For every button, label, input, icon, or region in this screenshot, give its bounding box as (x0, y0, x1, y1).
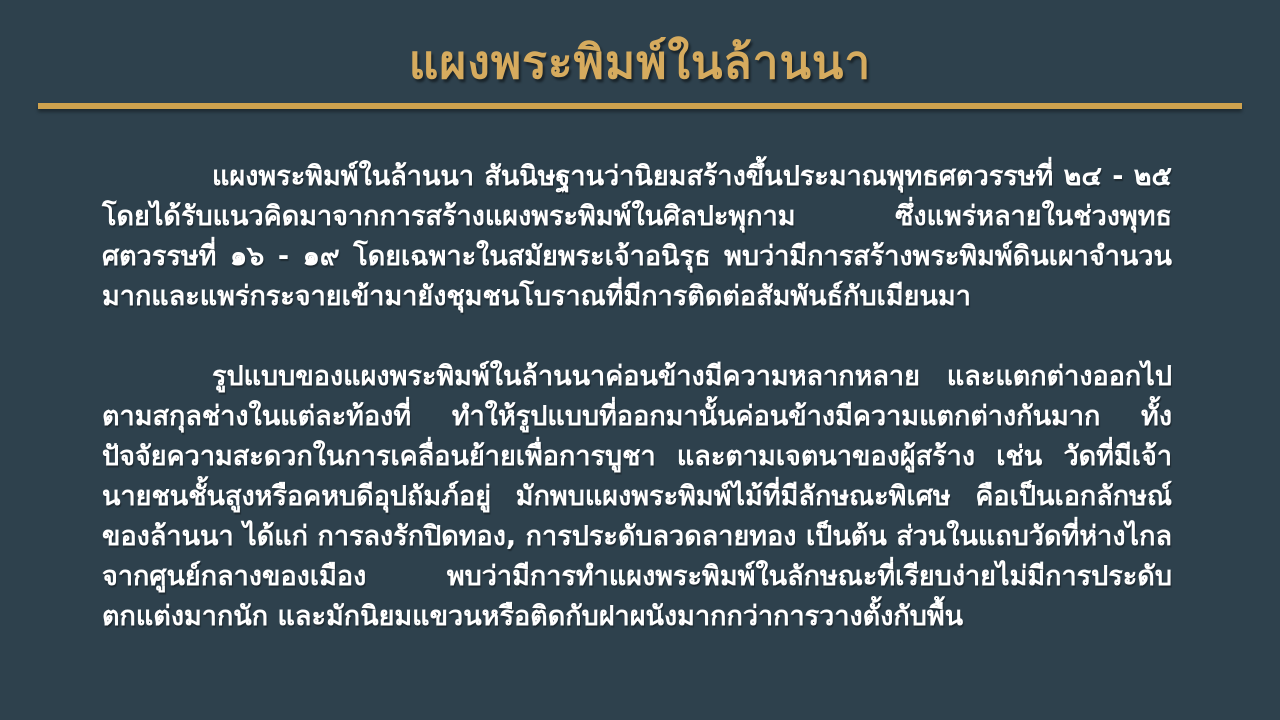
slide-title: แผงพระพิมพ์ในล้านนา (408, 35, 872, 89)
paragraph-1: แผงพระพิมพ์ในล้านนา สันนิษฐานว่านิยมสร้างขึ้นประมาณพุทธศตวรรษที่ ๒๔ - ๒๕ โดยได้รับแนวคิดมาจากการสร้างแผงพระพิมพ์ในศิลปะพุกาม ซึ่งแพร่หลายในช่วงพุทธศตวรรษที่ ๑๖ - ๑๙ โดยเฉพาะในสมัยพระเจ้าอนิรุธ พบว่ามีการสร้างพระพิมพ์ดินเผาจำนวนมากและแพร่กระจายเข้ามายังชุมชนโบราณที่มีการติดต่อสัมพันธ์กับเมียนมา (102, 161, 1172, 312)
slide-body (0, 109, 1280, 637)
paragraph-2: รูปแบบของแผงพระพิมพ์ในล้านนาค่อนข้างมีความหลากหลาย และแตกต่างออกไปตามสกุลช่างในแต่ละท้องที่ ทำให้รูปแบบที่ออกมานั้นค่อนข้างมีความแตกต่างกันมาก ทั้งปัจจัยความสะดวกในการเคลื่อนย้ายเพื่อการบูชา และตามเจตนาของผู้สร้าง เช่น วัดที่มีเจ้านายชนชั้นสูงหรือคหบดีอุปถัมภ์อยู่ มักพบแผงพระพิมพ์ไม้ที่มีลักษณะพิเศษ คือเป็นเอกลักษณ์ของล้านนา ได้แก่ การลงรักปิดทอง, การประดับลวดลายทอง เป็นต้น ส่วนในแถบวัดที่ห่างไกลจากศูนย์กลางของเมือง พบว่ามีการทำแผงพระพิมพ์ในลักษณะที่เรียบง่ายไม่มีการประดับตกแต่งมากนัก และมักนิยมแขวนหรือติดกับฝาผนังมากกว่าการวางตั้งกับพื้น (102, 361, 1172, 632)
title-block (0, 0, 1280, 97)
